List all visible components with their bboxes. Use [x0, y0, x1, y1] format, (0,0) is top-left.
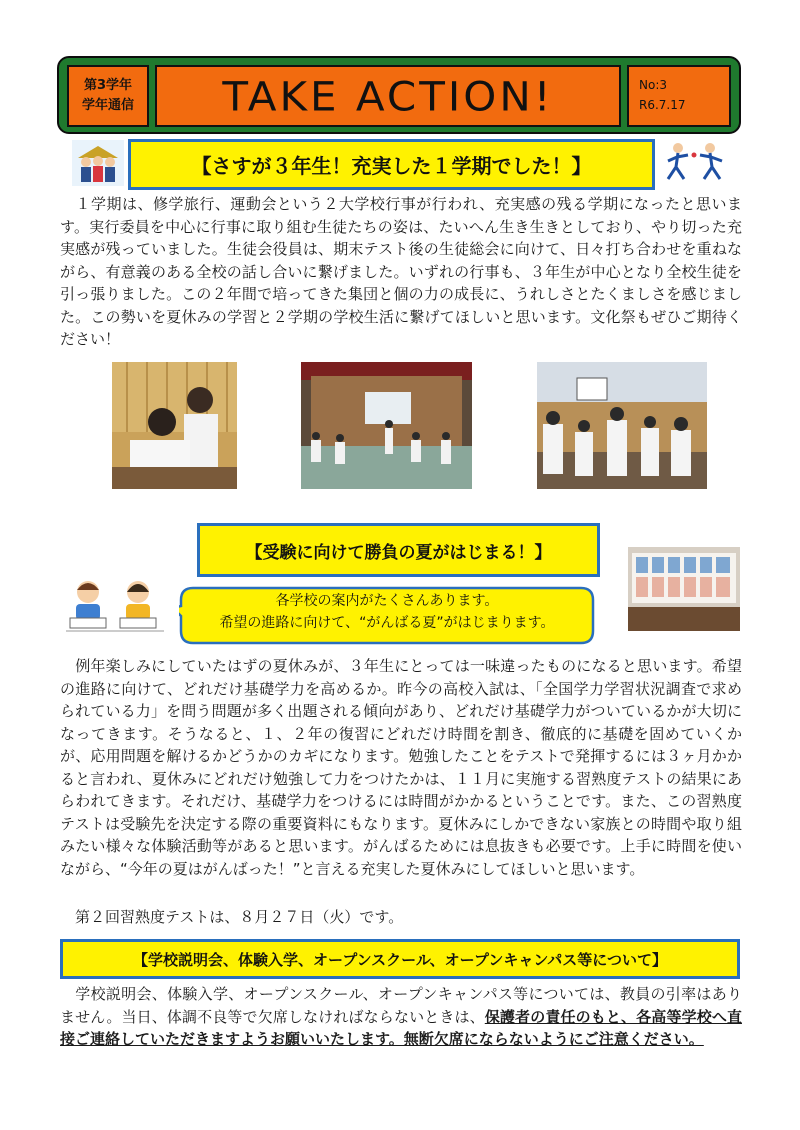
photo-gym-discussion — [537, 362, 707, 489]
section3-body-emphasis: 保護者の責任のもと、各高等学校へ直接ご連絡していただきますようお願いいたします。無断欠席にならないようにご注意ください。 — [60, 1007, 742, 1048]
section3-heading: 【学校説明会、体験入学、オープンスクール、オープンキャンパス等について】 — [60, 939, 740, 979]
photo-school-guide-board — [628, 547, 740, 631]
issue-box — [627, 65, 731, 127]
bubble-line-2: 希望の進路に向けて、“がんばる夏”がはじまります。 — [219, 615, 555, 631]
title-box — [155, 65, 621, 127]
newsletter-title: TAKE ACTION! — [222, 72, 554, 120]
relay-runners-icon — [660, 141, 730, 185]
grade-label: 第3学年 — [83, 78, 133, 93]
issue-number: No:3 — [639, 78, 667, 92]
issue-date: R6.7.17 — [639, 98, 686, 112]
section3-body-plain: 学校説明会、体験入学、オープンスクール、オープンキャンパス等については、教員の引率はありません。当日、体調不良等で欠席しなければならないときは、 — [60, 985, 742, 1026]
photo-student-meeting — [112, 362, 237, 489]
section1-body: １学期は、修学旅行、運動会という２大学校行事が行われ、充実感の残る学期になったと思います。実行委員を中心に行事に取り組む生徒たちの姿は、たいへん生き生きとしており、やり切った充実感が残っていました。生徒会役員は、期末テスト後の生徒総会に向けて、日々打ち合わせを重ねながら、有意義のある全校の話し合いに繋げました。いずれの行事も、３年生が中心となり全校生徒を引っ張りました。この２年間で培ってきた集団と個の力の成長に、うれしさとたくましさを感じました。この勢いを夏休みの学習と２学期の学校生活に繋げてほしいと思います。文化祭もぜひご期待ください！ — [60, 195, 742, 348]
photo-gym-assembly — [301, 362, 472, 489]
newsletter-header — [57, 56, 741, 134]
speech-bubble-text — [179, 590, 595, 634]
grade-box — [67, 65, 149, 127]
studying-kids-icon — [66, 576, 164, 634]
section3-body — [60, 983, 742, 1051]
bubble-line-1: 各学校の案内がたくさんあります。 — [275, 593, 499, 609]
test-date-note: 第２回習熟度テストは、８月２７日（火）です。 — [60, 908, 404, 926]
newsletter-label: 学年通信 — [81, 98, 134, 113]
section2-heading: 【受験に向けて勝負の夏がはじまる！】 — [197, 523, 600, 577]
section2-body: 例年楽しみにしていたはずの夏休みが、３年生にとっては一味違ったものになると思います。希望の進路に向けて、どれだけ基礎学力を高めるか。昨今の高校入試は、「全国学力学習状況調査で求められている力」を問う問題が多く出題される傾向があり、どれだけ基礎学力がついているかが大切になってきます。そうなると、１、２年の復習にどれだけ時間を割き、徹底的に基礎を固めていくかが、応用問題を解けるかどうかのカギになります。勉強したことをテストで発揮するには３ヶ月かかると言われ、夏休みにどれだけ勉強して力をつけたかは、１１月に実施する習熟度テストの結果にあらわれてきます。それだけ、基礎学力をつけるには時間がかかるということです。また、この習熟度テストは受験先を決定する際の重要資料にもなります。夏休みにしかできない家族との時間や取り組みたい様々な体験活動等があると思います。がんばるためには息抜きも必要です。上手に時間を使いながら、“今年の夏はがんばった！”と言える充実した夏休みにしてほしいと思います。 — [60, 657, 742, 878]
students-group-icon — [72, 140, 124, 186]
section1-heading: 【さすが３年生！充実した１学期でした！】 — [128, 139, 655, 190]
